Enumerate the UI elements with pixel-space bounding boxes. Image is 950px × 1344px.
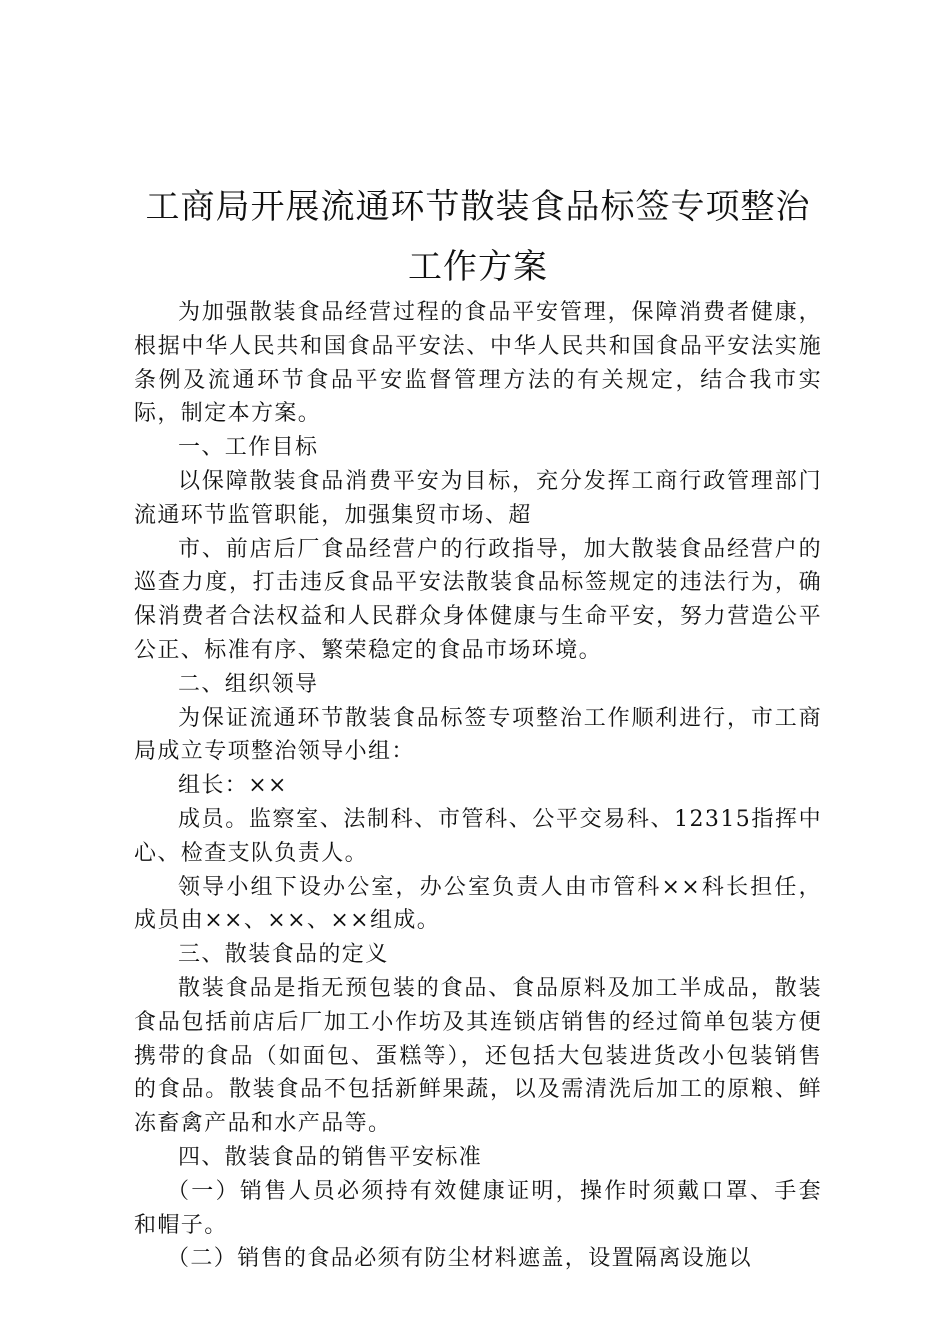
paragraph-goals-1: 以保障散装食品消费平安为目标，充分发挥工商行政管理部门流通环节监管职能，加强集贸市场、超 bbox=[134, 468, 822, 528]
section-heading-goals: 一、工作目标 bbox=[178, 435, 319, 461]
paragraph-standard-2: （二）销售的食品必须有防尘材料遮盖，设置隔离设施以 bbox=[167, 1246, 753, 1272]
section-heading-organization: 二、组织领导 bbox=[178, 671, 319, 697]
paragraph-definition: 散装食品是指无预包装的食品、食品原料及加工半成品，散装食品包括前店后厂加工小作坊及其连锁店销售的经过简单包装方便携带的食品（如面包、蛋糕等），还包括大包装进货改小包装销售的食品。散装食品不包括新鲜果蔬，以及需清洗后加工的原粮、鲜冻畜禽产品和水产品等。 bbox=[134, 975, 822, 1137]
paragraph-intro: 为加强散装食品经营过程的食品平安管理，保障消费者健康，根据中华人民共和国食品平安法、中华人民共和国食品平安法实施条例及流通环节食品平安监督管理方法的有关规定，结合我市实际，制定本方案。 bbox=[134, 300, 822, 427]
paragraph-members: 成员。监察室、法制科、市管科、公平交易科、12315指挥中心、检查支队负责人。 bbox=[134, 806, 822, 866]
document-body bbox=[134, 296, 822, 1276]
paragraph-goals-2: 市、前店后厂食品经营户的行政指导，加大散装食品经营户的巡查力度，打击违反食品平安法散装食品标签规定的违法行为，确保消费者合法权益和人民群众身体健康与生命平安，努力营造公平公正、标准有序、繁荣稳定的食品市场环境。 bbox=[134, 536, 822, 663]
section-heading-standards: 四、散装食品的销售平安标准 bbox=[178, 1144, 483, 1170]
document-title-line-2: 工作方案 bbox=[408, 247, 548, 287]
document-title-line-1: 工商局开展流通环节散装食品标签专项整治 bbox=[145, 187, 811, 227]
paragraph-standard-1: （一）销售人员必须持有效健康证明，操作时须戴口罩、手套和帽子。 bbox=[134, 1178, 822, 1238]
paragraph-leader: 组长：×× bbox=[178, 773, 288, 799]
paragraph-office: 领导小组下设办公室，办公室负责人由市管科××科长担任，成员由××、××、××组成。 bbox=[134, 874, 822, 934]
section-heading-definition: 三、散装食品的定义 bbox=[178, 942, 389, 968]
paragraph-organization: 为保证流通环节散装食品标签专项整治工作顺利进行，市工商局成立专项整治领导小组： bbox=[134, 705, 822, 765]
